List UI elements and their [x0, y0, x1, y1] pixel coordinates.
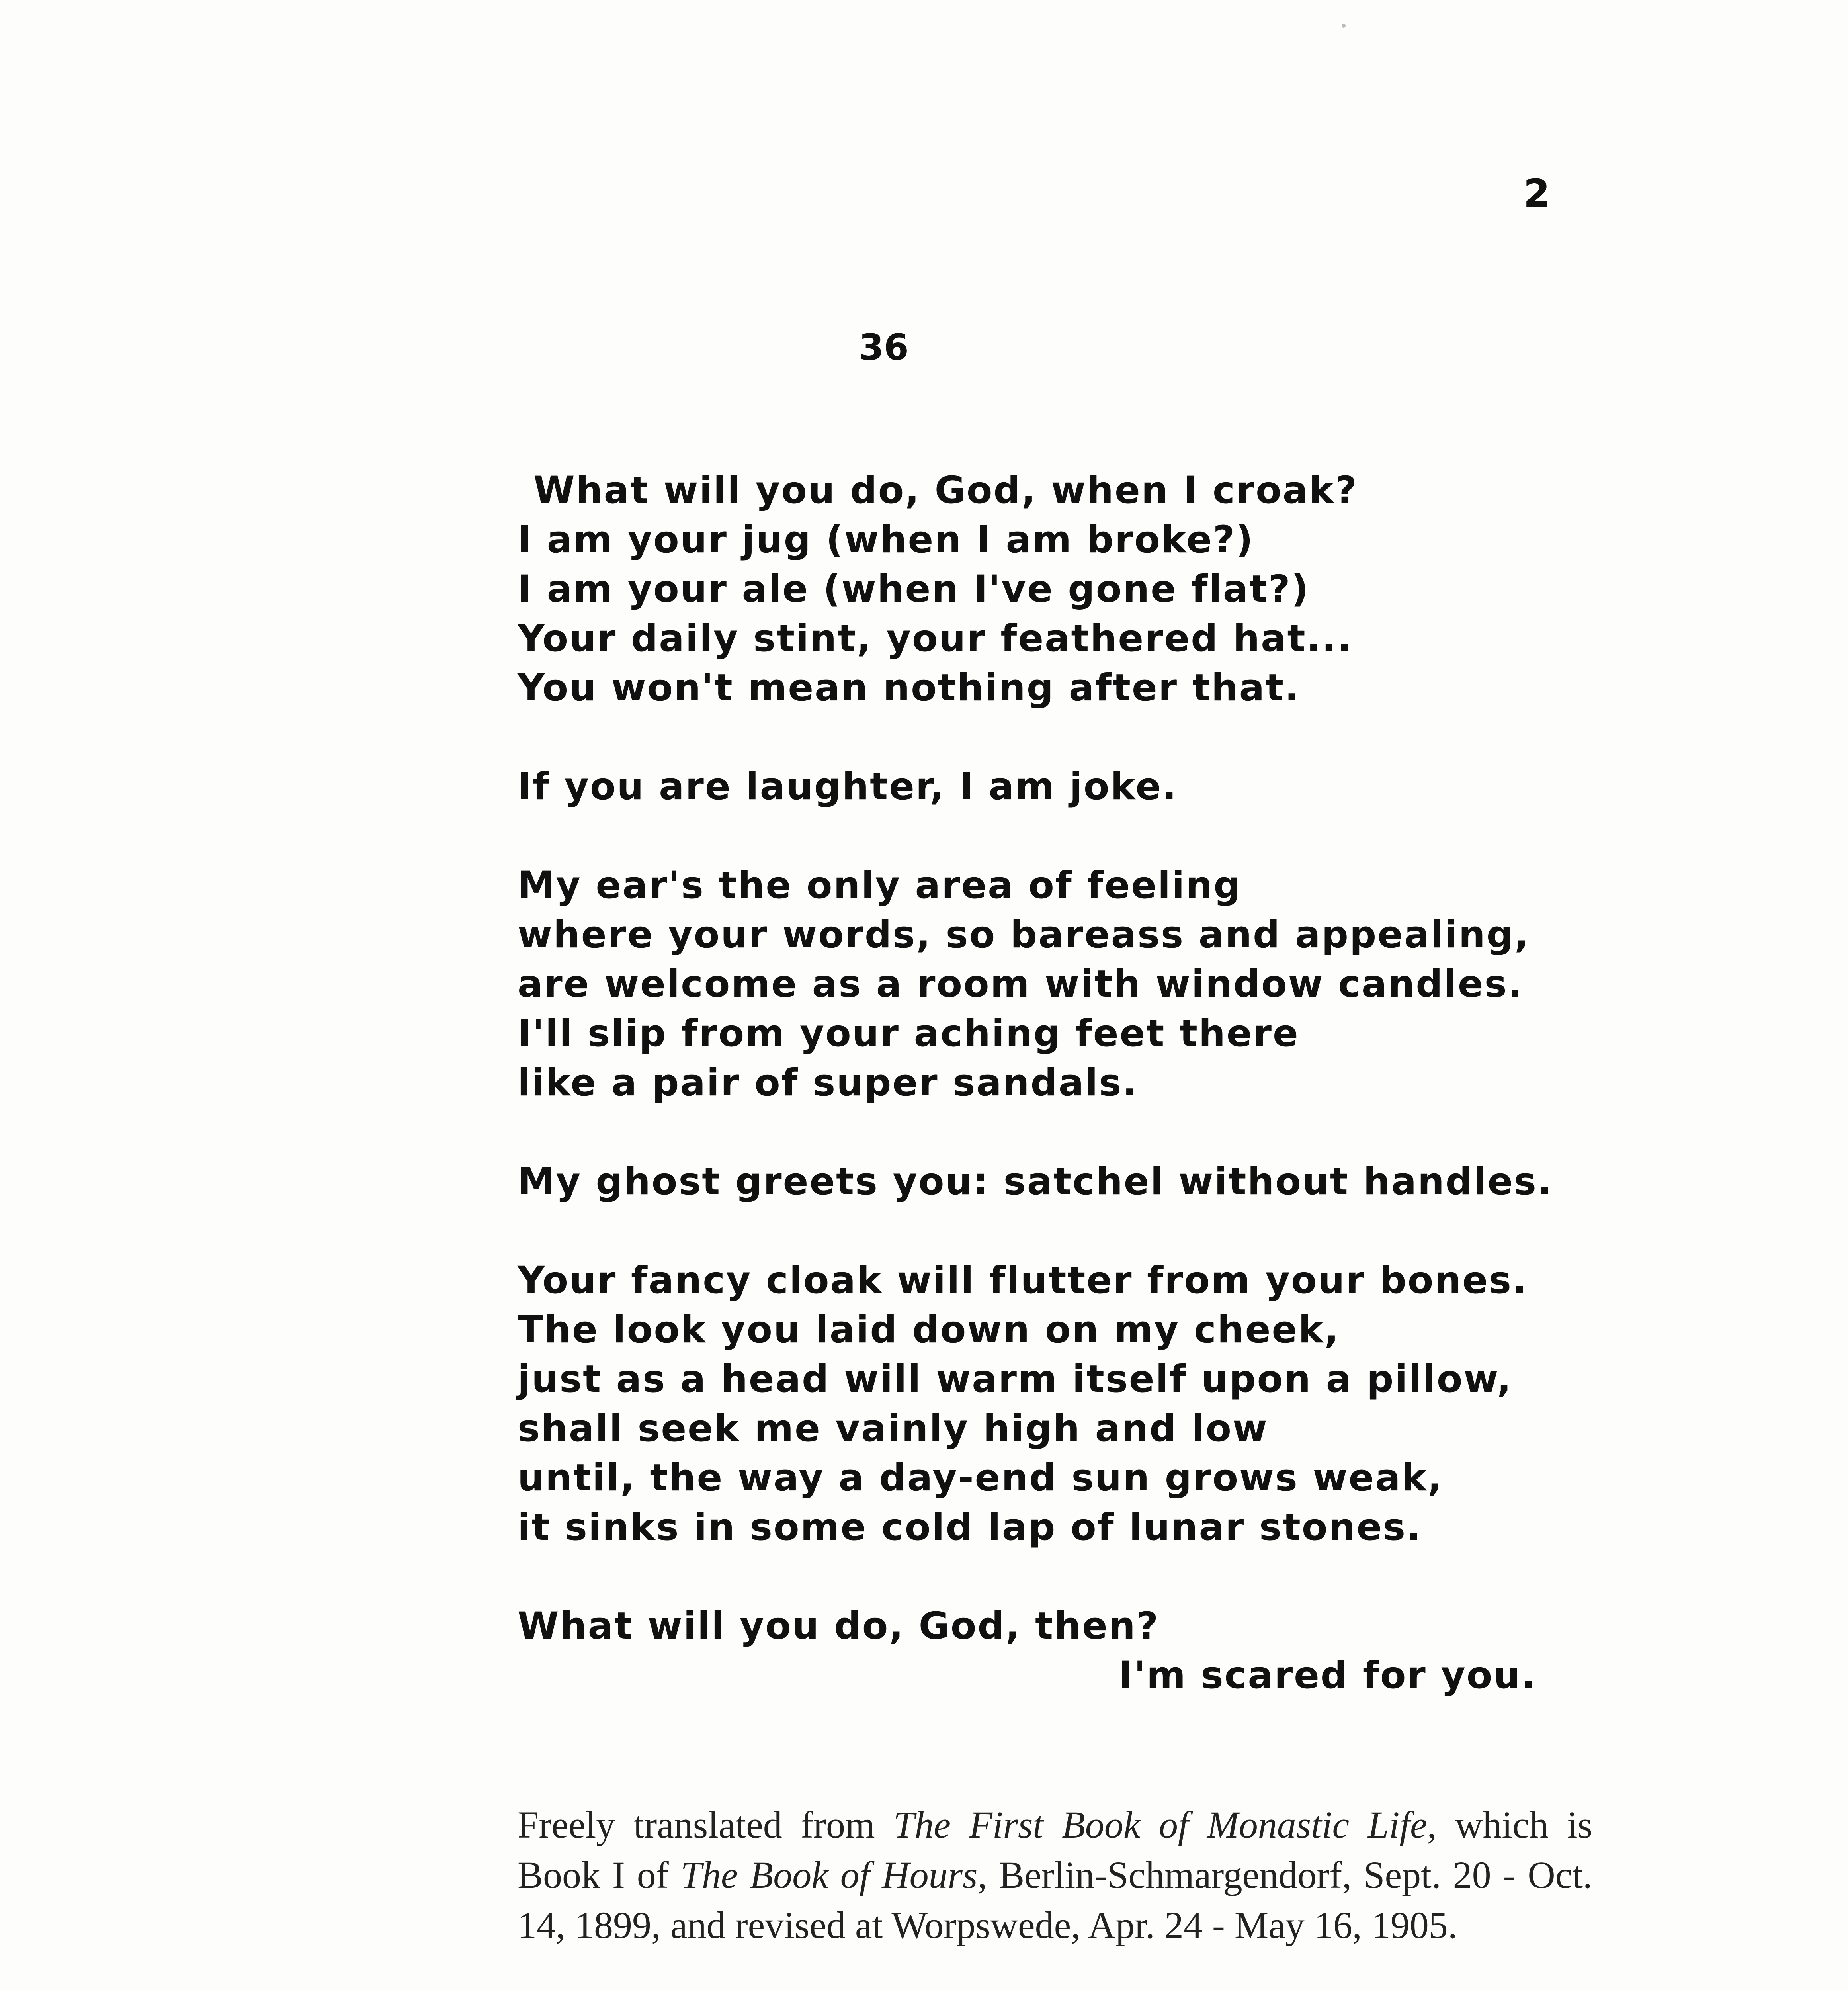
scan-speck: [1342, 24, 1346, 28]
poem-line: are welcome as a room with window candles.: [518, 962, 1524, 1006]
poem-line: My ghost greets you: satchel without handles.: [518, 1160, 1553, 1203]
note-text: , Berlin-Schmargendorf, Sept. 20 - Oct. 14, 1899, and revised at Worpswede, Apr. 24 - May 16, 1905.: [518, 1854, 1593, 1946]
stanza-2: [518, 762, 1537, 812]
poem-line: Your fancy cloak will flutter from your bones.: [518, 1259, 1528, 1302]
poem-line: The look you laid down on my cheek,: [518, 1308, 1340, 1351]
poem-line: Your daily stint, your feathered hat...: [518, 617, 1353, 660]
poem-line: What will you do, God, then?: [518, 1604, 1160, 1648]
stanza-4: [518, 1157, 1553, 1207]
poem-line: like a pair of super sandals.: [518, 1061, 1138, 1105]
stanza-1: [518, 466, 1537, 713]
poem-line: What will you do, God, when I croak?: [533, 469, 1358, 512]
poem-line: I'll slip from your aching feet there: [518, 1012, 1299, 1055]
translation-note: [518, 1800, 1592, 1950]
note-text: , which is Book I of: [518, 1803, 1593, 1896]
poem-line: If you are laughter, I am joke.: [518, 765, 1178, 808]
stanza-6: [518, 1602, 1537, 1700]
poem-body: [518, 466, 1553, 1700]
note-text: Freely translated from: [518, 1803, 893, 1846]
poem-line: shall seek me vainly high and low: [518, 1407, 1268, 1450]
closing-line: I'm scared for you.: [1119, 1654, 1537, 1697]
page-number: 2: [1523, 171, 1550, 216]
poem-number: 36: [859, 327, 909, 368]
book-title: The Book of Hours: [680, 1854, 978, 1896]
poem-line: I am your ale (when I've gone flat?): [518, 567, 1310, 611]
poem-line: it sinks in some cold lap of lunar stones.: [518, 1506, 1422, 1549]
poem-line: where your words, so bareass and appealing,: [518, 913, 1530, 956]
poem-line: My ear's the only area of feeling: [518, 864, 1242, 907]
poem-line: You won't mean nothing after that.: [518, 666, 1300, 710]
poem-line: until, the way a day-end sun grows weak,: [518, 1456, 1443, 1500]
book-title: The First Book of Monastic Life: [893, 1803, 1427, 1846]
stanza-5: [518, 1256, 1537, 1552]
stanza-3: [518, 861, 1537, 1108]
poem-line: I am your jug (when I am broke?): [518, 518, 1254, 561]
poem-line: just as a head will warm itself upon a pillow,: [518, 1357, 1513, 1401]
